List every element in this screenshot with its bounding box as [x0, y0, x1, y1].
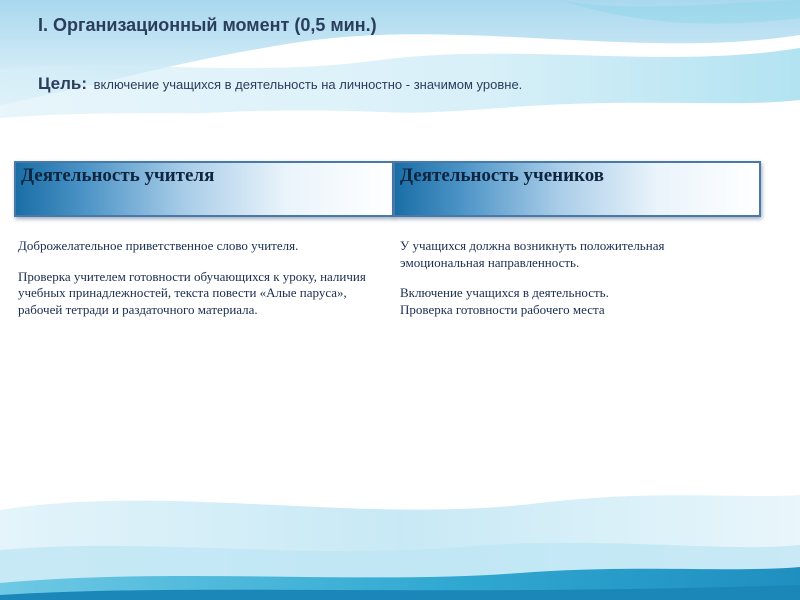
student-activity-header-label: Деятельность учеников: [400, 165, 605, 186]
goal-text: включение учащихся в деятельность на личностно - значимом уровне.: [93, 77, 523, 92]
goal-label: Цель:: [38, 74, 87, 93]
student-activity-item: Включение учащихся в деятельность.: [400, 285, 609, 300]
teacher-activity-item: Доброжелательное приветственное слово учителя.: [18, 238, 299, 253]
student-activity-item: У учащихся должна возникнуть положительная эмоциональная направленность.: [400, 238, 665, 270]
teacher-activity-item: Проверка учителем готовности обучающихся к уроку, наличия учебных принадлежностей, текста повести «Алые паруса», рабочей тетради и раздаточного материала.: [18, 268, 366, 317]
student-activity-item: Проверка готовности рабочего места: [400, 301, 605, 317]
slide-title: I. Организационный момент (0,5 мин.): [38, 15, 377, 35]
teacher-activity-header-label: Деятельность учителя: [21, 165, 215, 186]
student-activity-column: [400, 238, 750, 318]
goal-line: [38, 74, 522, 94]
teacher-activity-header: [14, 161, 394, 217]
teacher-activity-column: [18, 238, 386, 318]
bottom-wave-decoration: [0, 455, 800, 600]
student-activity-header: [393, 161, 761, 217]
